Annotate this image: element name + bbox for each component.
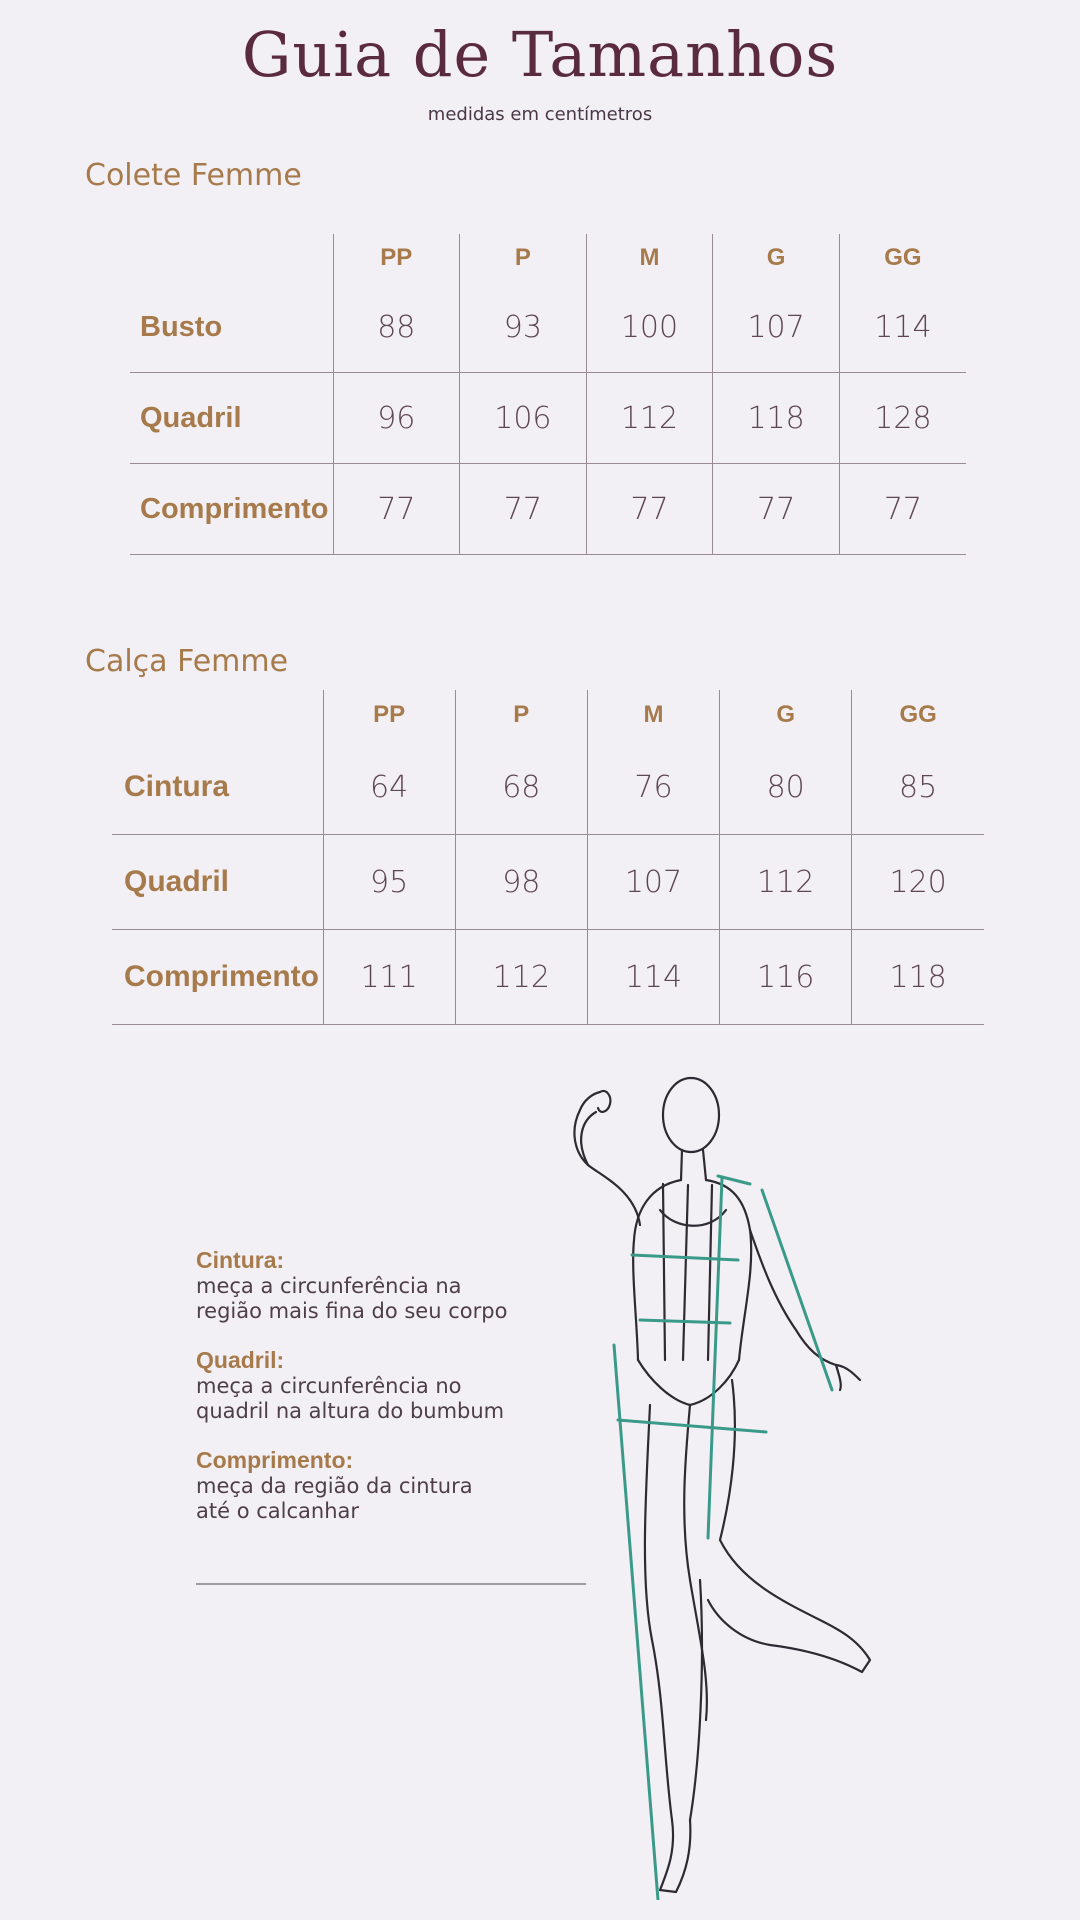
row-label: Comprimento [112,930,323,1025]
table-cell: 98 [455,835,587,930]
table-cell: 111 [323,930,455,1025]
table-cell: 118 [713,373,840,464]
table-cell: 96 [333,373,460,464]
guide-text: meça da região da cintura até o calcanhar [196,1474,473,1523]
table-corner [130,234,333,282]
size-header: G [713,234,840,282]
table-cell: 68 [455,740,587,835]
guide-text: meça a circunferência no quadril na altura do bumbum [196,1374,505,1423]
size-header: G [720,690,852,740]
guide-heading: Quadril: [196,1347,285,1373]
row-label: Quadril [112,835,323,930]
calca-section-title: Calça Femme [85,644,289,679]
page-title: Guia de Tamanhos [241,18,839,91]
table-row [130,373,966,464]
measurement-guide [196,1246,596,1546]
table-cell: 77 [460,464,587,555]
table-row [112,835,984,930]
table-cell: 128 [839,373,966,464]
table-cell: 88 [333,282,460,373]
table-cell: 107 [587,835,719,930]
table-header-row [112,690,984,740]
table-cell: 120 [852,835,984,930]
table-cell: 112 [455,930,587,1025]
guide-item-comprimento [196,1446,596,1524]
table-cell: 112 [586,373,713,464]
row-label: Comprimento [130,464,333,555]
table-row [130,464,966,555]
page-subtitle: medidas em centímetros [427,104,653,125]
guide-heading: Comprimento: [196,1447,354,1473]
table-cell: 93 [460,282,587,373]
row-label: Cintura [124,770,229,803]
table-cell: 106 [460,373,587,464]
body-measurement-figure-icon [540,1060,920,1900]
row-label: Busto [140,310,223,343]
table-cell: 80 [720,740,852,835]
table-cell: 76 [587,740,719,835]
table-header-row [130,234,966,282]
table-cell: 100 [586,282,713,373]
size-header: P [455,690,587,740]
size-header: GG [852,690,984,740]
size-header: PP [333,234,460,282]
guide-heading: Cintura: [196,1247,285,1273]
table-cell: 77 [586,464,713,555]
table-cell: 118 [852,930,984,1025]
table-cell: 64 [323,740,455,835]
table-cell: 116 [720,930,852,1025]
table-cell: 77 [333,464,460,555]
table-cell: 114 [587,930,719,1025]
guide-divider [196,1583,586,1585]
size-header: GG [839,234,966,282]
colete-size-table [130,234,966,555]
size-header: P [460,234,587,282]
table-row [112,740,984,835]
size-header: M [586,234,713,282]
table-row [112,930,984,1025]
table-row [130,282,966,373]
guide-item-cintura [196,1246,596,1324]
table-cell: 77 [839,464,966,555]
calca-size-table [112,690,984,1025]
table-cell: 85 [852,740,984,835]
size-header: PP [323,690,455,740]
table-cell: 77 [713,464,840,555]
table-cell: 95 [323,835,455,930]
table-cell: 107 [713,282,840,373]
row-label: Quadril [130,373,333,464]
colete-section-title: Colete Femme [85,158,302,193]
size-header: M [587,690,719,740]
table-corner [112,690,323,740]
table-cell: 114 [839,282,966,373]
guide-item-quadril [196,1346,596,1424]
table-cell: 112 [720,835,852,930]
guide-text: meça a circunferência na região mais fina do seu corpo [196,1274,508,1323]
